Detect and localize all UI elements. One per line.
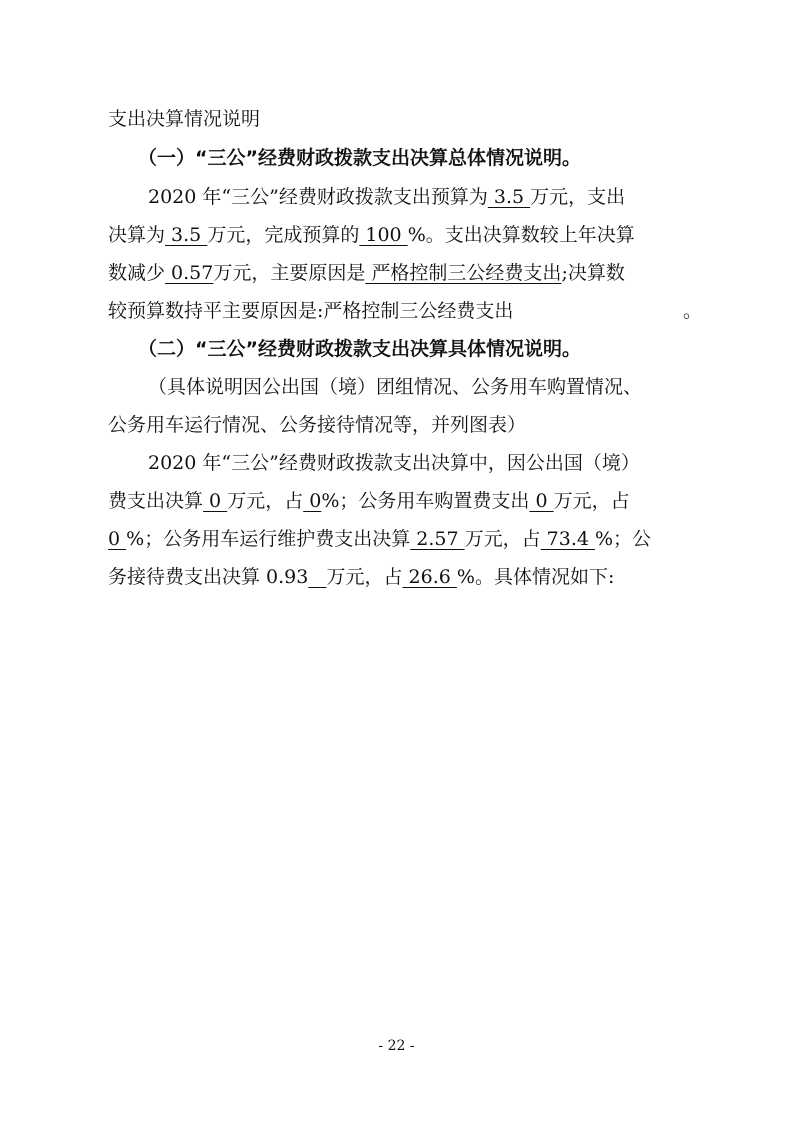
budget-value: 3.5 — [487, 186, 531, 208]
p1-text: 较预算数持平主要原因是:严格控制三公经费支出 — [108, 300, 514, 322]
section-title: 支出决算情况说明 — [108, 108, 261, 130]
subheading-2: （二）“三公”经费财政拨款支出决算具体情况说明。 — [138, 338, 581, 360]
note-line-2: 公务用车运行情况、公务接待情况等，并列图表） — [108, 414, 527, 436]
vehicle-purchase-value: 0 — [529, 490, 554, 512]
p1-line-1 — [148, 184, 625, 210]
page-number: - 22 - — [378, 1038, 415, 1054]
p2-text: 费支出决算 — [108, 490, 204, 512]
p2-text: 务接待费支出决算 0.93 — [108, 566, 309, 588]
p2-text: %；公 — [595, 528, 652, 550]
abroad-value: 0 — [203, 490, 228, 512]
p1-line-3 — [108, 260, 625, 286]
abroad-percent: 0 — [303, 490, 322, 512]
reception-percent: 26.6 — [402, 566, 457, 588]
vehicle-operation-percent: 73.4 — [540, 528, 595, 550]
reception-value-blank — [308, 566, 326, 588]
final-value: 3.5 — [165, 224, 208, 246]
p1-text: ;决算数 — [561, 262, 625, 284]
p2-line-4 — [108, 564, 614, 590]
note-line-1: （具体说明因公出国（境）团组情况、公务用车购置情况、 — [148, 376, 643, 398]
subheading-1: （一）“三公”经费财政拨款支出决算总体情况说明。 — [138, 147, 581, 169]
p2-text: %。具体情况如下: — [456, 566, 615, 588]
p1-text: 万元，完成预算的 — [207, 224, 360, 246]
p1-text: 数减少 — [108, 262, 166, 284]
decrease-reason: 严格控制三公经费支出 — [365, 262, 562, 284]
p2-line-2 — [108, 488, 630, 514]
p2-line-3 — [108, 526, 651, 552]
p2-line-1: 2020 年“三公”经费财政拨款支出决算中，因公出国（境） — [148, 452, 640, 474]
p2-text: 万元，占 — [464, 528, 541, 550]
p2-text: %；公务用车运行维护费支出决算 — [126, 528, 411, 550]
p1-text: 决算为 — [108, 224, 166, 246]
p1-line-2 — [108, 222, 635, 248]
p1-text: 万元，主要原因是 — [213, 262, 366, 284]
p2-text: 万元，占 — [326, 566, 403, 588]
vehicle-purchase-percent: 0 — [108, 528, 127, 550]
p1-text: 2020 年“三公”经费财政拨款支出预算为 — [148, 186, 488, 208]
p2-text: 万元，占 — [227, 490, 304, 512]
p1-period: 。 — [683, 300, 703, 322]
p1-text: 万元，支出 — [530, 186, 626, 208]
decrease-value: 0.57 — [165, 262, 214, 284]
vehicle-operation-value: 2.57 — [410, 528, 465, 550]
completion-percent: 100 — [359, 224, 408, 246]
p1-line-4 — [108, 298, 513, 324]
p2-text: %；公务用车购置费支出 — [321, 490, 530, 512]
p1-text: %。支出决算数较上年决算 — [407, 224, 635, 246]
p2-text: 万元，占 — [553, 490, 630, 512]
